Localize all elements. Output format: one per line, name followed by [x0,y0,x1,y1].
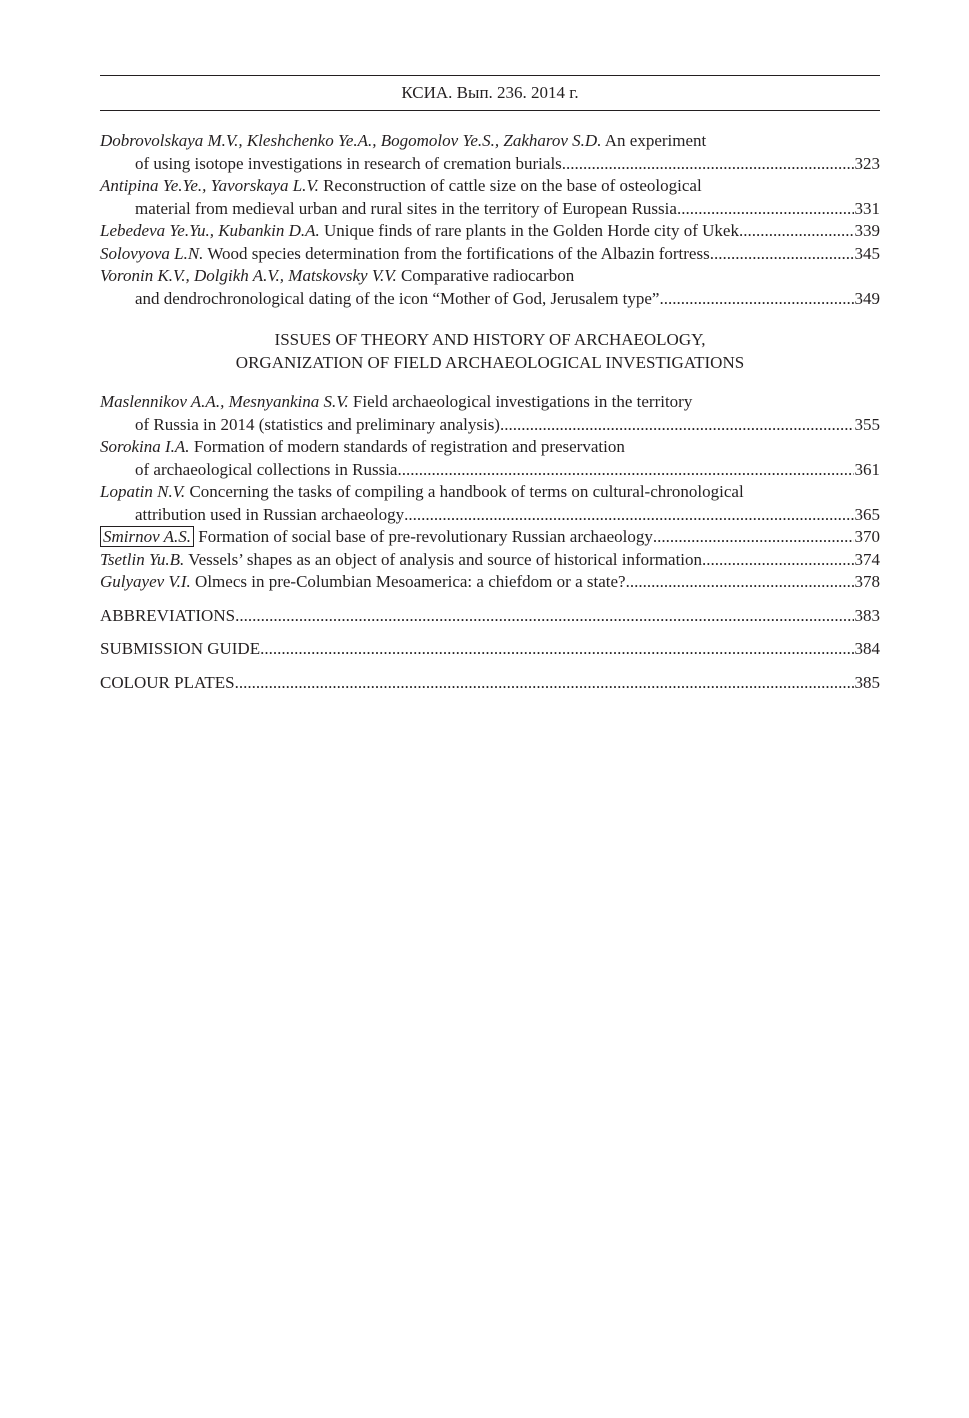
toc-entry-colour-plates[interactable] [100,672,880,695]
leader-dots [702,549,853,572]
entry-title: Formation of modern standards of registration and preservation [193,437,625,456]
entry-authors: Lopatin N.V. [100,482,186,501]
header-rule-top [100,75,880,76]
entry-page-number: 355 [854,414,880,434]
toc-entry[interactable] [100,220,880,243]
leader-dots [653,526,854,549]
entry-title-continued: attribution used in Russian archaeology [135,504,405,524]
header-rule-bottom [100,110,880,111]
entry-title-continued: of archaeological collections in Russia [135,459,398,479]
leader-dots [235,605,853,628]
toc-entry[interactable] [100,265,880,310]
leader-dots [677,198,854,221]
section-heading-line: ISSUES OF THEORY AND HISTORY OF ARCHAEOLOGY, [274,330,706,349]
toc-entry[interactable] [100,481,880,526]
entry-page-number: 383 [854,605,880,625]
entry-title: SUBMISSION GUIDE [100,639,261,658]
entry-authors-boxed: Smirnov A.S. [100,526,194,547]
entry-title-continued: of Russia in 2014 (statistics and preliminary analysis) [135,414,500,434]
entry-title: An experiment [604,131,707,150]
entry-authors: Lebedeva Ye.Yu., Kubankin D.A. [100,221,320,240]
toc-entry[interactable] [100,243,880,266]
entry-authors: Voronin K.V., Dolgikh A.V., Matskovsky V.V. [100,266,397,285]
entry-title: Comparative radiocarbon [400,266,575,285]
entry-page-number: 385 [854,672,880,692]
toc-entry[interactable] [100,391,880,436]
entry-authors: Dobrovolskaya M.V., Kleshchenko Ye.A., Bogomolov Ye.S., Zakharov S.D. [100,131,602,150]
toc-entry-abbreviations[interactable] [100,605,880,628]
entry-title-continued: and dendrochronological dating of the icon “Mother of God, Jerusalem type” [135,288,660,308]
leader-dots [659,288,853,311]
entry-authors: Maslennikov A.A., Mesnyankina S.V. [100,392,349,411]
toc-entry[interactable] [100,436,880,481]
entry-title: Wood species determination from the fortifications of the Albazin fortress [207,243,710,263]
entry-title: Formation of social base of pre-revolutionary Russian archaeology [198,527,653,546]
entry-page-number: 370 [854,527,880,546]
table-of-contents [100,130,880,694]
toc-entry-submission-guide[interactable] [100,638,880,661]
leader-dots [562,153,854,176]
entry-page-number: 345 [854,243,880,263]
leader-dots [397,459,853,482]
entry-authors: Tsetlin Yu.B. [100,549,185,569]
section-heading-line: ORGANIZATION OF FIELD ARCHAEOLOGICAL INVESTIGATIONS [235,353,745,372]
leader-dots [235,672,854,695]
toc-entry[interactable] [100,526,880,549]
entry-title: ABBREVIATIONS [100,605,236,625]
entry-title: Vessels’ shapes as an object of analysis and source of historical information [188,549,703,569]
leader-dots [260,638,853,661]
entry-authors: Sorokina I.A. [100,437,190,456]
entry-authors: Gulyayev V.I. [100,572,191,591]
entry-title: Reconstruction of cattle size on the base of osteological [323,176,702,195]
entry-title: Olmecs in pre-Columbian Mesoamerica: a chiefdom or a state? [195,572,626,591]
entry-page-number: 365 [854,504,880,524]
entry-page-number: 378 [854,572,880,591]
leader-dots [739,220,854,243]
entry-title-continued: material from medieval urban and rural sites in the territory of European Russia [135,198,677,218]
entry-title-continued: of using isotope investigations in research of cremation burials [135,153,562,173]
entry-title: COLOUR PLATES [100,672,235,692]
toc-entry[interactable] [100,175,880,220]
toc-entry[interactable] [100,571,880,594]
entry-title: Field archaeological investigations in the territory [352,392,693,411]
entry-page-number: 331 [854,198,880,218]
running-head: КСИА. Вып. 236. 2014 г. [401,83,579,102]
entry-page-number: 349 [854,288,880,308]
entry-title: Unique finds of rare plants in the Golden Horde city of Ukek [324,221,739,240]
leader-dots [710,243,854,266]
section-heading [100,328,880,374]
toc-entry[interactable] [100,130,880,175]
leader-dots [626,571,854,594]
leader-dots [500,414,854,437]
entry-title: Concerning the tasks of compiling a handbook of terms on cultural-chronological [189,482,744,501]
leader-dots [404,504,853,527]
entry-page-number: 323 [854,153,880,173]
entry-page-number: 384 [854,639,880,658]
entry-page-number: 361 [854,459,880,479]
toc-entry[interactable] [100,549,880,572]
entry-page-number: 339 [854,221,880,240]
entry-page-number: 374 [854,549,880,569]
entry-authors: Solovyova L.N. [100,243,204,263]
entry-authors: Antipina Ye.Ye., Yavorskaya L.V. [100,176,319,195]
